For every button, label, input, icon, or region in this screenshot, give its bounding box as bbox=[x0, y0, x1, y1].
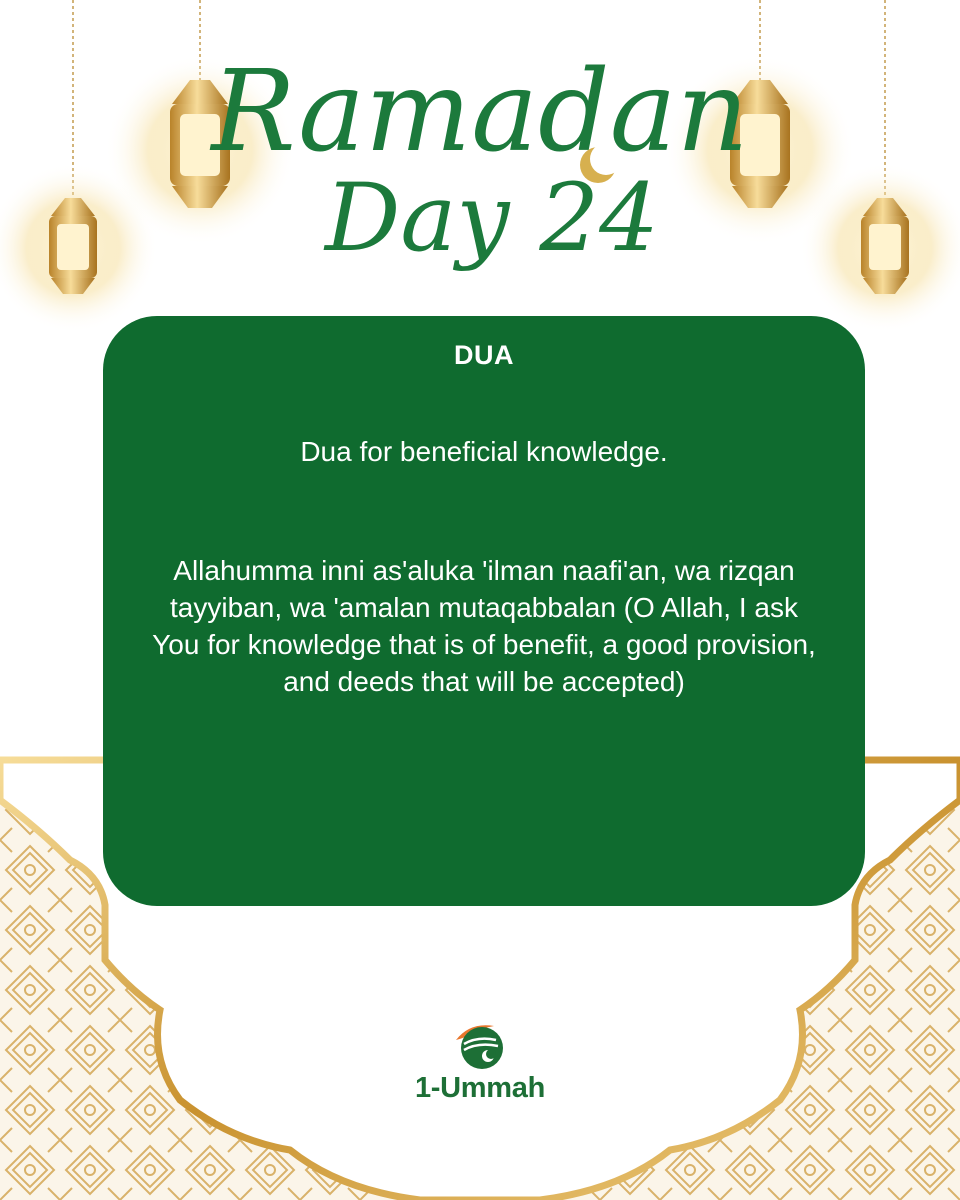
title-line-2: Day 24 bbox=[324, 164, 660, 273]
card-body: Allahumma inni as'aluka 'ilman naafi'an, wa rizqan tayyiban, wa 'amalan mutaqabbalan (O Allah, I ask You for knowledge that is of benefit, a good provision, and deeds that will be accepted) bbox=[152, 555, 816, 697]
brand-logo-icon bbox=[450, 1018, 510, 1070]
brand-name: 1-Ummah bbox=[414, 1072, 546, 1104]
title-line-1: Ramadan bbox=[211, 47, 749, 177]
card-heading: DUA bbox=[454, 340, 514, 370]
card-subtitle: Dua for beneficial knowledge. bbox=[300, 436, 668, 467]
dua-card bbox=[103, 316, 865, 906]
brand-logo bbox=[380, 1018, 580, 1118]
